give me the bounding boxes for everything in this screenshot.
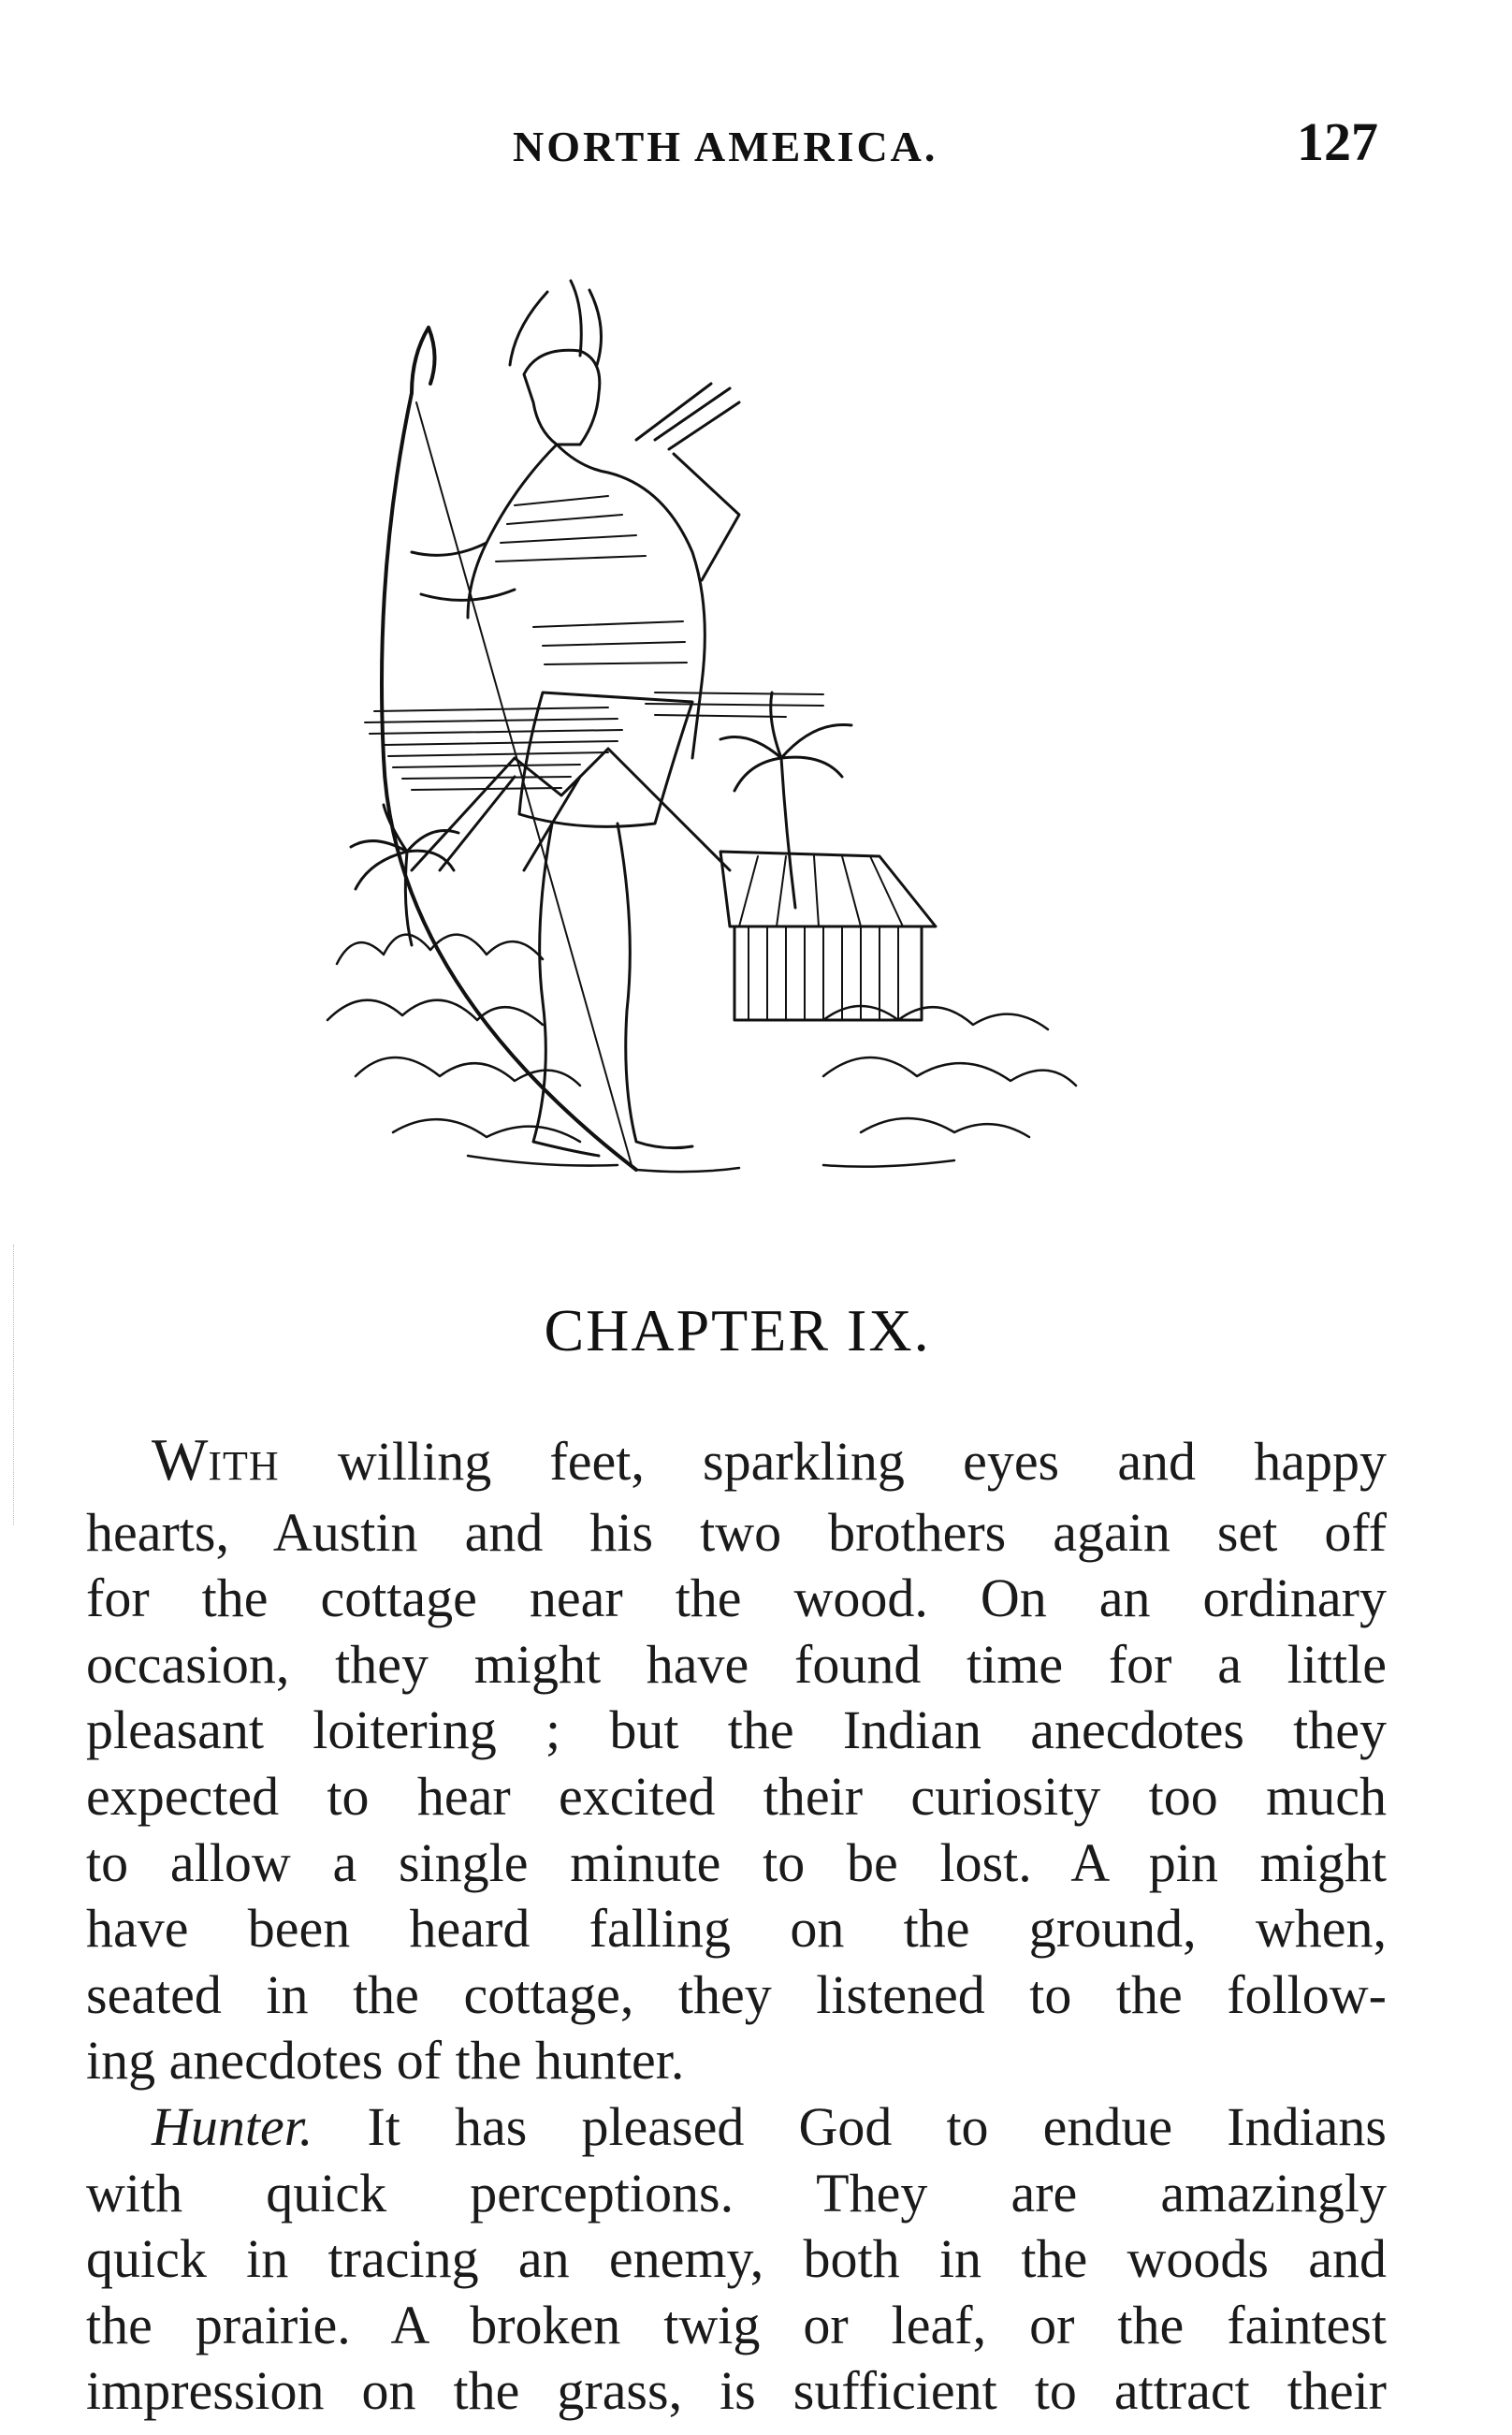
paragraph-1-line: seated in the cottage, they listened to the follow- [86, 1963, 1387, 2025]
speaker-label: Hunter. [152, 2095, 313, 2157]
paragraph-2-line: impression on the grass, is sufficient to attract their [86, 2360, 1387, 2422]
chapter-heading: CHAPTER IX. [544, 1297, 931, 1363]
paragraph-1-first-line [86, 1427, 1387, 1500]
paragraph-1-line: occasion, they might have found time for a little [86, 1633, 1387, 1695]
right-palm-tree [720, 693, 851, 908]
paragraph-1-line: ing anecdotes of the hunter. [86, 2030, 685, 2092]
bow [382, 328, 636, 1170]
woodcut-hunter-with-bow-icon [299, 271, 1179, 1198]
hut [720, 852, 936, 1020]
paragraph-2-line: quick in tracing an enemy, both in the woods and [86, 2228, 1387, 2290]
paragraph-2-line: with quick perceptions. They are amazingly [86, 2162, 1387, 2224]
paragraph-1-line-0-rest: willing feet, sparkling eyes and happy [279, 1431, 1387, 1492]
paragraph-1-line: hearts, Austin and his two brothers again set off [86, 1501, 1387, 1563]
paragraph-1-line: to allow a single minute to be lost. A pin might [86, 1831, 1387, 1893]
paragraph-1-line: expected to hear excited their curiosity too much [86, 1765, 1387, 1827]
paragraph-2-line: the prairie. A broken twig or leaf, or the faintest [86, 2294, 1387, 2355]
scan-margin-artifact [13, 1245, 18, 1525]
paragraph-1-line: pleasant loitering ; but the Indian anecdotes they [86, 1699, 1387, 1761]
body-text [86, 1427, 1387, 2425]
running-title: NORTH AMERICA. [513, 123, 938, 170]
page-number: 127 [1297, 111, 1378, 172]
paragraph-1-line: have been heard falling on the ground, when, [86, 1898, 1387, 1960]
paragraph-2-line-0-rest: It has pleased God to endue Indians [313, 2095, 1387, 2157]
hunter-figure [412, 281, 739, 1156]
paragraph-1-line: for the cottage near the wood. On an ordinary [86, 1567, 1387, 1629]
drop-initial: W [152, 1426, 209, 1493]
paragraph-2-first-line [86, 2094, 1387, 2161]
small-caps-opening: ITH [208, 1443, 280, 1489]
foliage-ground [327, 935, 1076, 1142]
